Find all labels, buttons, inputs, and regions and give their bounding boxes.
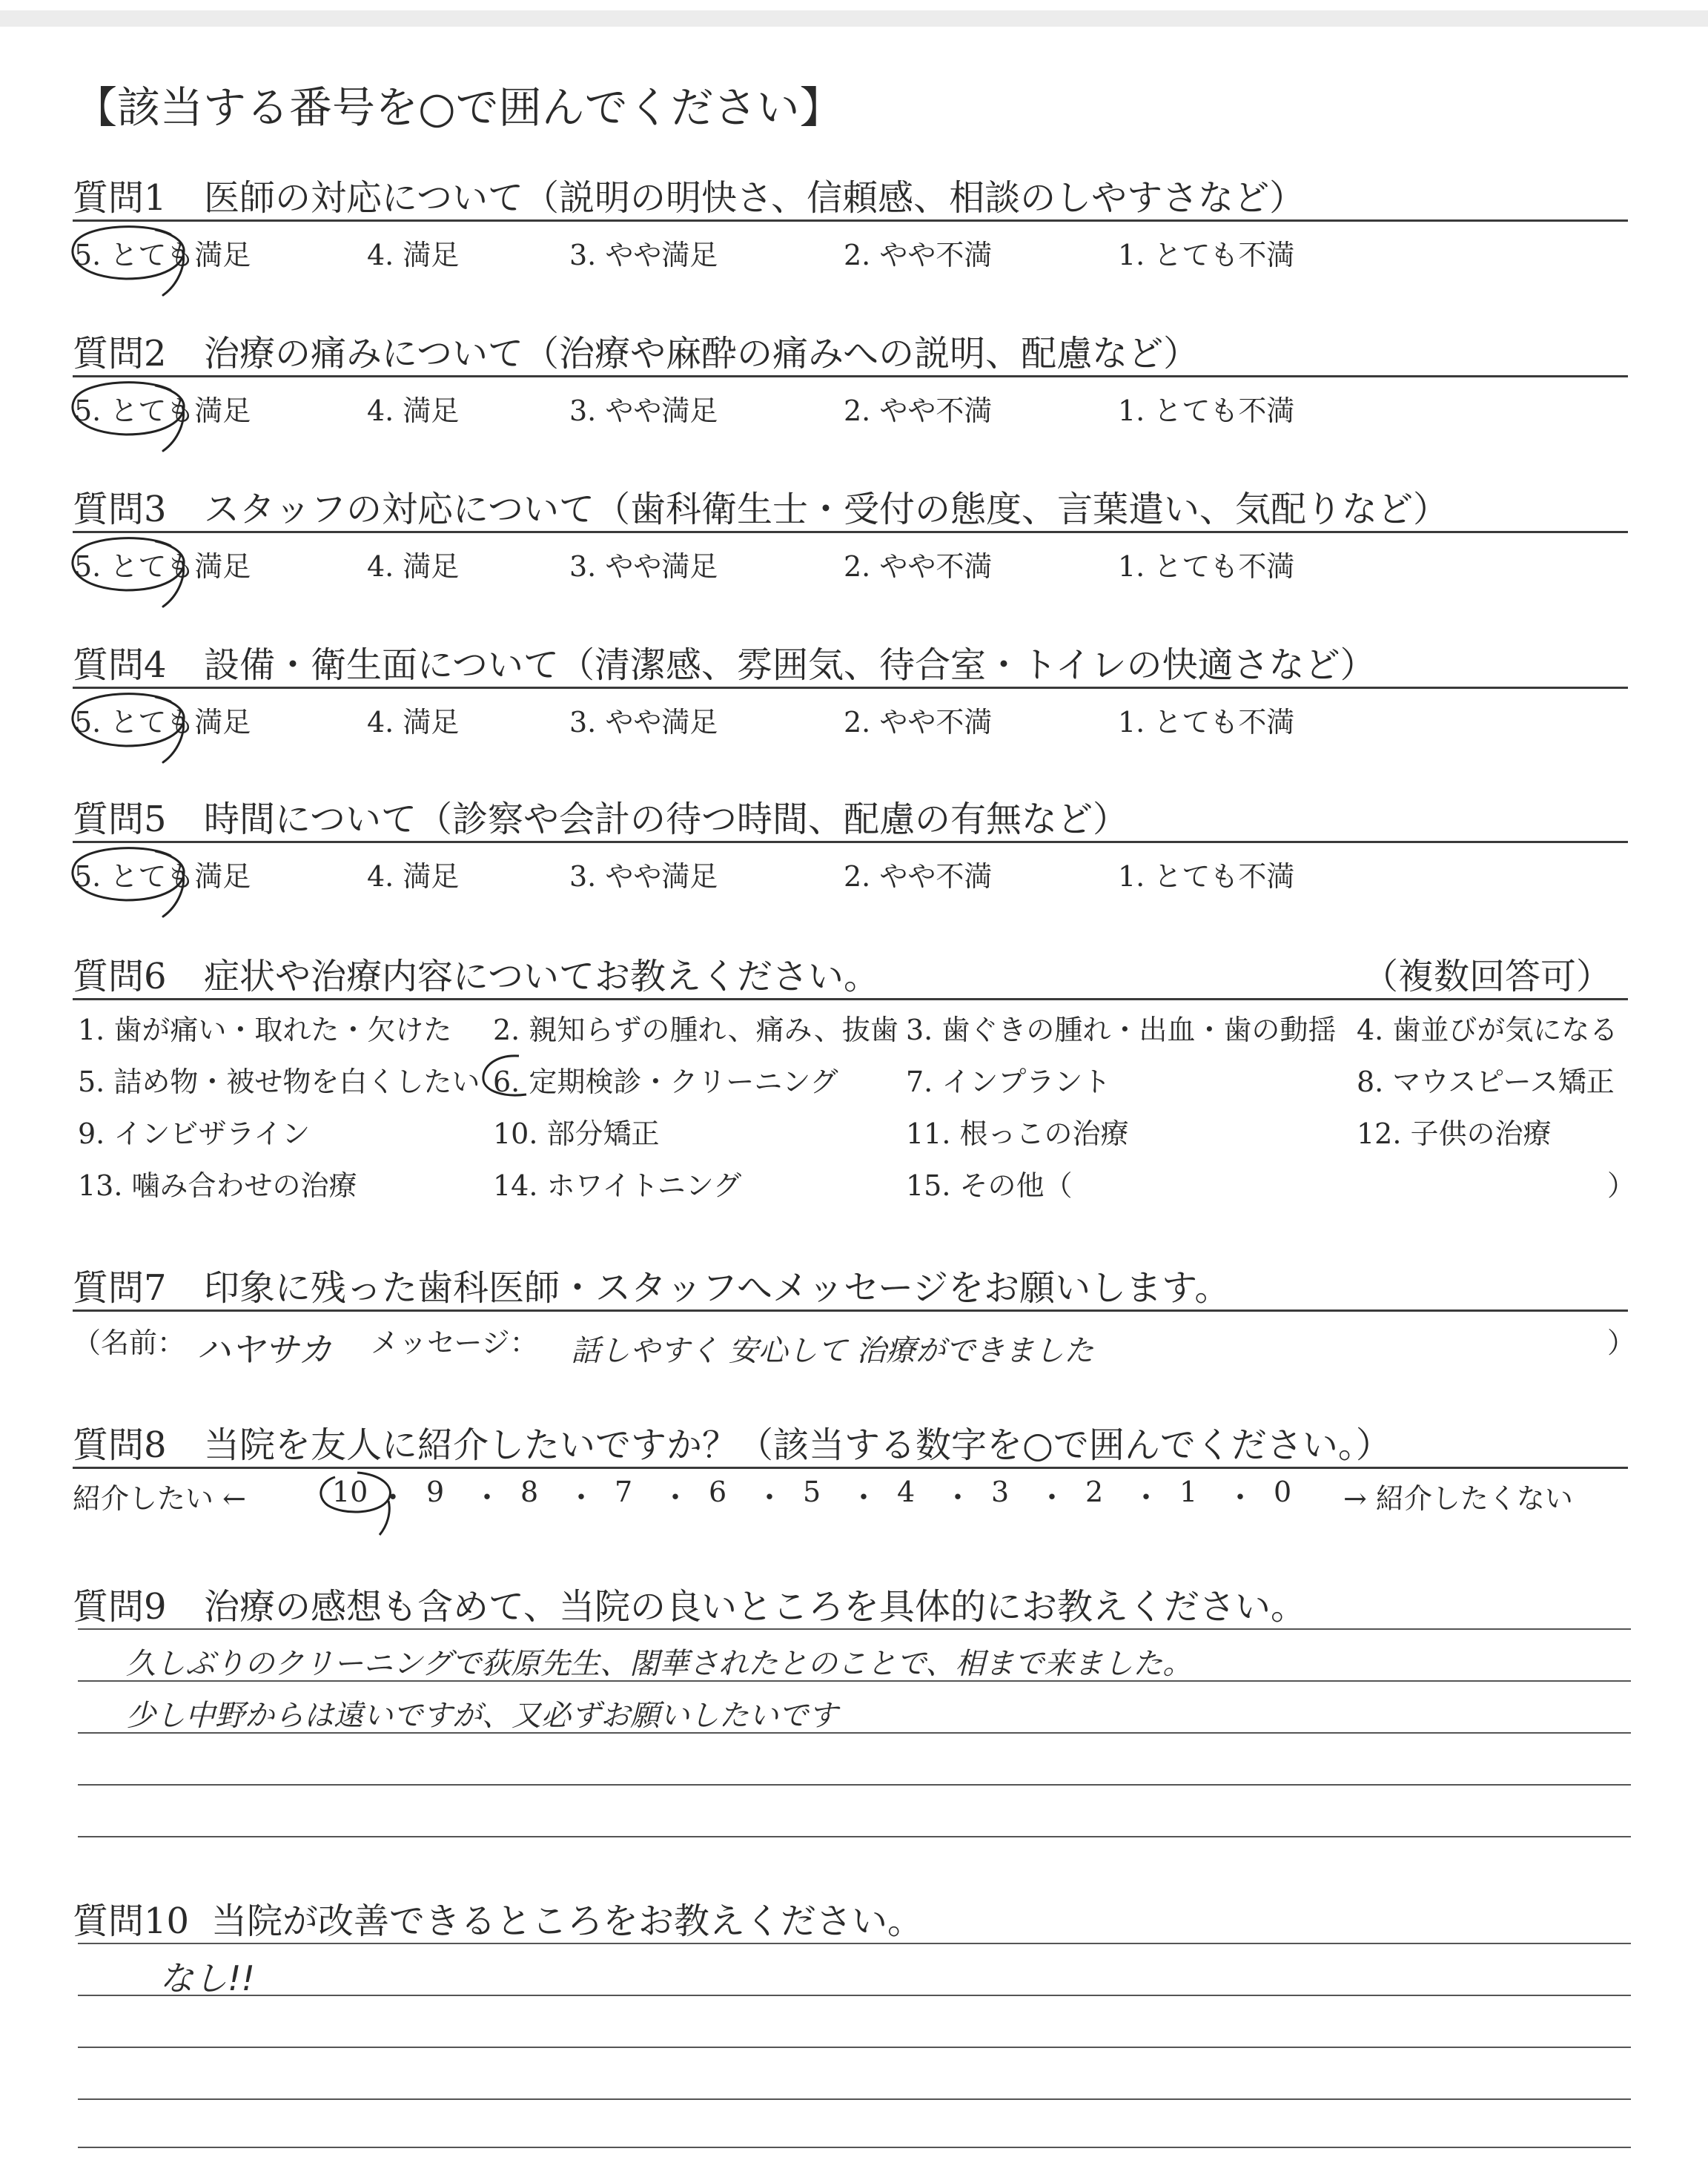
q10-label: 質問10	[73, 1900, 190, 1942]
q6-option[interactable]: 13. 噛み合わせの治療	[78, 1169, 357, 1202]
q8-scale-separator: ・	[472, 1481, 502, 1515]
q8-scale-separator: ・	[1131, 1481, 1161, 1515]
question-title: 時間について（診察や会計の待つ時間、配慮の有無など）	[204, 799, 1129, 840]
q7-title: 印象に残った歯科医師・スタッフへメッセージをお願いします。	[204, 1267, 1231, 1309]
scan-top-edge	[0, 10, 1708, 27]
q6-option[interactable]: 8. マウスピース矯正	[1357, 1066, 1615, 1098]
q8-scale-value[interactable]: 7	[615, 1476, 633, 1508]
q6-option[interactable]: 12. 子供の治療	[1357, 1117, 1552, 1150]
rating-option[interactable]: 4. 満足	[367, 550, 460, 583]
q6-title: 症状や治療内容についてお教えください。	[204, 956, 880, 997]
q8-scale-value[interactable]: 8	[520, 1476, 539, 1508]
rating-option[interactable]: 4. 満足	[367, 860, 460, 893]
q10-handwriting-line: なし!!	[159, 1958, 255, 1998]
q9-ruled-line	[78, 1836, 1631, 1837]
page-heading: 【該当する番号を○で囲んでください】	[74, 82, 843, 133]
rating-option[interactable]: 2. やや不満	[844, 394, 993, 427]
question-rule	[73, 841, 1628, 843]
rating-option[interactable]: 5. とても満足	[74, 706, 251, 739]
q9-label: 質問9	[73, 1586, 167, 1628]
q6-rule	[73, 998, 1628, 1000]
q8-scale-value[interactable]: 3	[991, 1476, 1010, 1508]
q8-scale-value[interactable]: 4	[897, 1476, 916, 1508]
q6-selected-circle-mark	[474, 1048, 563, 1108]
q8-scale-separator: ・	[378, 1481, 408, 1515]
q8-scale-value[interactable]: 5	[803, 1476, 821, 1508]
q6-option[interactable]: 3. 歯ぐきの腫れ・出血・歯の動揺	[906, 1014, 1337, 1046]
q7-close-paren: ）	[1607, 1327, 1636, 1359]
q8-scale-separator: ・	[566, 1481, 596, 1515]
q7-name-label: （名前：	[73, 1327, 186, 1359]
selected-answer-circle-mark	[59, 687, 200, 768]
q10-ruled-line	[78, 1943, 1631, 1944]
q8-scale-value[interactable]: 2	[1085, 1476, 1104, 1508]
q9-handwriting-line: 久しぶりのクリーニングで荻原先生、閣華されたとのことで、相まで来ました。	[126, 1647, 1193, 1681]
question-title: 医師の対応について（説明の明快さ、信頼感、相談のしやすさなど）	[204, 177, 1305, 219]
q8-title: 当院を友人に紹介したいですか？（該当する数字を○で囲んでください。）	[204, 1424, 1391, 1466]
question-rule	[73, 687, 1628, 689]
rating-option[interactable]: 3. やや満足	[569, 394, 718, 427]
question-rule	[73, 375, 1628, 377]
rating-option[interactable]: 3. やや満足	[569, 706, 718, 739]
question-label: 質問2	[73, 333, 167, 374]
question-label: 質問5	[73, 799, 167, 840]
rating-option[interactable]: 4. 満足	[367, 706, 460, 739]
q6-option[interactable]: 4. 歯並びが気になる	[1357, 1014, 1618, 1046]
question-title: 設備・衛生面について（清潔感、雰囲気、待合室・トイレの快適さなど）	[204, 644, 1376, 686]
q9-handwriting-line: 少し中野からは遠いですが、又必ずお願いしたいです	[126, 1699, 838, 1733]
question-label: 質問1	[73, 177, 167, 219]
question-label: 質問4	[73, 644, 167, 686]
q9-ruled-line	[78, 1784, 1631, 1786]
q8-scale-value[interactable]: 6	[709, 1476, 727, 1508]
q8-scale-value[interactable]: 9	[426, 1476, 445, 1508]
q10-ruled-line	[78, 2147, 1631, 2148]
rating-option[interactable]: 3. やや満足	[569, 239, 718, 271]
q6-option[interactable]: 9. インビザライン	[78, 1117, 311, 1150]
q8-scale-separator: ・	[1037, 1481, 1067, 1515]
q7-rule	[73, 1309, 1628, 1312]
selected-answer-circle-mark	[59, 841, 200, 922]
q7-label: 質問7	[73, 1267, 167, 1309]
q6-option[interactable]: 15. その他（	[906, 1169, 1073, 1202]
q8-left-label: 紹介したい ←	[73, 1482, 246, 1515]
q8-scale-value[interactable]: 0	[1274, 1476, 1292, 1508]
q8-scale-separator: ・	[943, 1481, 973, 1515]
q6-option[interactable]: 5. 詰め物・被せ物を白くしたい	[78, 1066, 480, 1098]
q9-title: 治療の感想も含めて、当院の良いところを具体的にお教えください。	[204, 1586, 1307, 1628]
rating-option[interactable]: 1. とても不満	[1118, 706, 1295, 739]
question-rule	[73, 531, 1628, 533]
q8-selected-circle-mark	[305, 1461, 417, 1542]
rating-option[interactable]: 3. やや満足	[569, 550, 718, 583]
rating-option[interactable]: 1. とても不満	[1118, 239, 1295, 271]
q8-scale-separator: ・	[1225, 1481, 1255, 1515]
q8-scale-separator: ・	[849, 1481, 878, 1515]
rating-option[interactable]: 5. とても満足	[74, 394, 251, 427]
question-title: スタッフの対応について（歯科衛生士・受付の態度、言葉遣い、気配りなど）	[204, 489, 1449, 530]
rating-option[interactable]: 2. やや不満	[844, 550, 993, 583]
q6-option[interactable]: 1. 歯が痛い・取れた・欠けた	[78, 1014, 452, 1046]
q7-message-handwriting: 話しやすく 安心して 治療ができました	[571, 1334, 1094, 1368]
rating-option[interactable]: 1. とても不満	[1118, 550, 1295, 583]
rating-option[interactable]: 5. とても満足	[74, 860, 251, 893]
q6-option[interactable]: 6. 定期検診・クリーニング	[493, 1066, 838, 1098]
q9-ruled-line	[78, 1628, 1631, 1630]
selected-answer-circle-mark	[59, 375, 200, 457]
q6-option[interactable]: 2. 親知らずの腫れ、痛み、抜歯	[493, 1014, 898, 1046]
q10-ruled-line	[78, 1995, 1631, 1996]
q6-note: （複数回答可）	[1363, 956, 1612, 997]
rating-option[interactable]: 2. やや不満	[844, 706, 993, 739]
q7-message-label: メッセージ：	[371, 1327, 538, 1359]
q6-option[interactable]: 11. 根っこの治療	[906, 1117, 1129, 1150]
rating-option[interactable]: 3. やや満足	[569, 860, 718, 893]
q6-option[interactable]: 7. インプラント	[906, 1066, 1111, 1098]
selected-answer-circle-mark	[59, 531, 200, 612]
rating-option[interactable]: 4. 満足	[367, 394, 460, 427]
rating-option[interactable]: 5. とても満足	[74, 239, 251, 271]
q8-right-label: → 紹介したくない	[1343, 1482, 1573, 1515]
rating-option[interactable]: 2. やや不満	[844, 860, 993, 893]
question-title: 治療の痛みについて（治療や麻酔の痛みへの説明、配慮など）	[204, 333, 1199, 374]
q6-option[interactable]: 14. ホワイトニング	[493, 1169, 742, 1202]
q10-title: 当院が改善できるところをお教えください。	[211, 1900, 924, 1942]
q6-option[interactable]: 10. 部分矯正	[493, 1117, 660, 1150]
q8-scale-value[interactable]: 1	[1179, 1476, 1198, 1508]
q10-ruled-line	[78, 2047, 1631, 2048]
rating-option[interactable]: 1. とても不満	[1118, 394, 1295, 427]
q8-label: 質問8	[73, 1424, 167, 1466]
q8-scale-separator: ・	[661, 1481, 690, 1515]
rating-option[interactable]: 4. 満足	[367, 239, 460, 271]
q7-name-handwriting: ハヤサカ	[196, 1330, 333, 1370]
rating-option[interactable]: 1. とても不満	[1118, 860, 1295, 893]
selected-answer-circle-mark	[59, 219, 200, 301]
q10-ruled-line	[78, 2098, 1631, 2100]
rating-option[interactable]: 5. とても満足	[74, 550, 251, 583]
question-label: 質問3	[73, 489, 167, 530]
q8-scale-separator: ・	[755, 1481, 784, 1515]
q6-label: 質問6	[73, 956, 167, 997]
q8-scale-value[interactable]: 10	[332, 1476, 368, 1508]
rating-option[interactable]: 2. やや不満	[844, 239, 993, 271]
question-rule	[73, 219, 1628, 222]
q6-option-close-paren: ）	[1607, 1169, 1636, 1202]
